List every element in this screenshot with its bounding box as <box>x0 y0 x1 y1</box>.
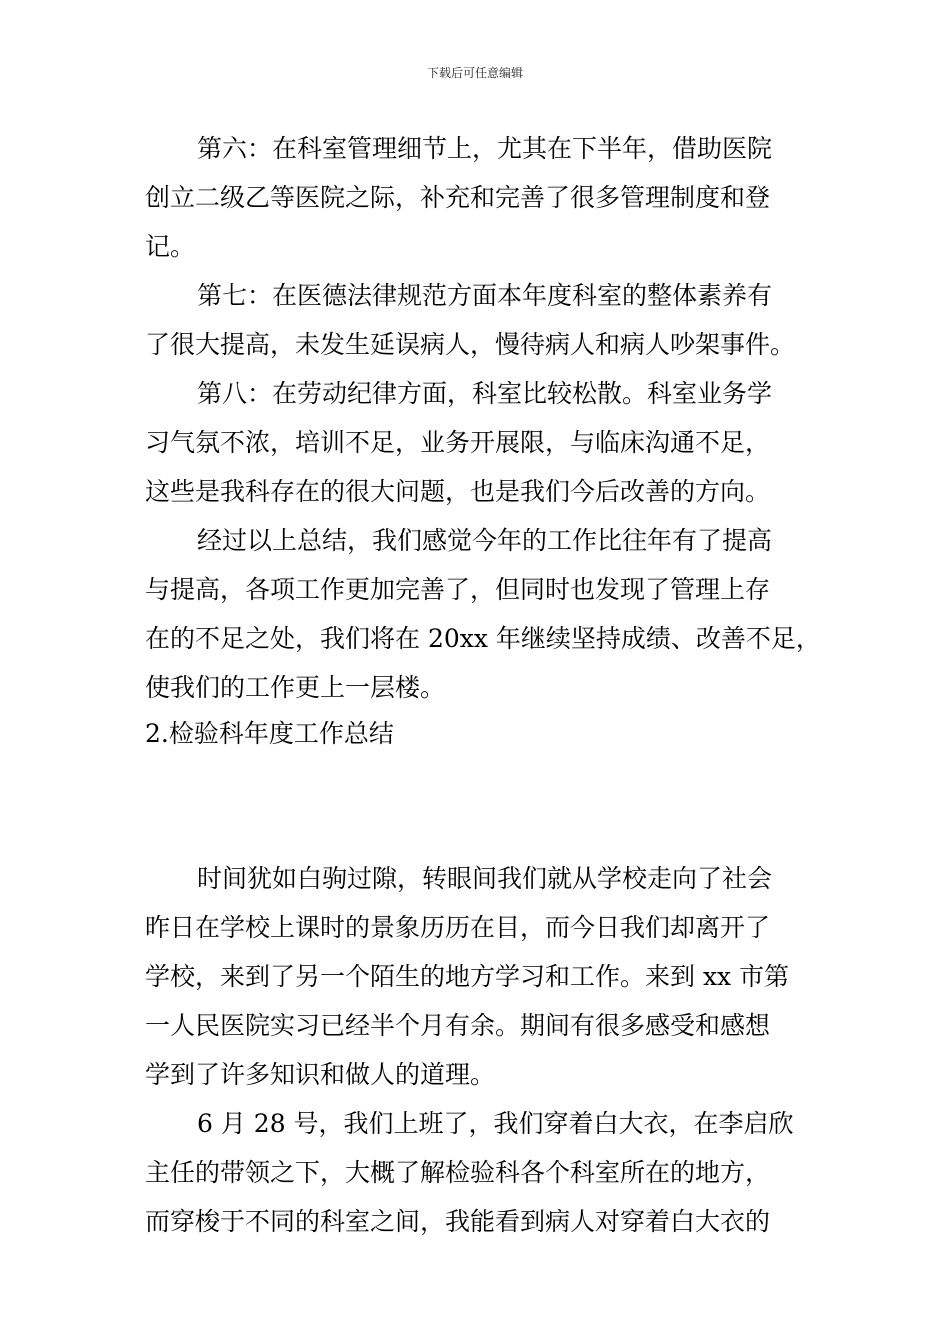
paragraph-line: 在的不足之处，我们将在 20xx 年继续坚持成绩、改善不足， <box>145 624 821 653</box>
paragraph-intro <box>145 854 815 1099</box>
paragraph-eighth <box>145 369 815 516</box>
document-body <box>145 124 821 1246</box>
paragraph-line: 学校，来到了另一个陌生的地方学习和工作。来到 xx 市第 <box>145 962 790 991</box>
paragraph-line: 第八：在劳动纪律方面，科室比较松散。科室业务学 <box>197 379 773 408</box>
paragraph-line: 一人民医院实习已经半个月有余。期间有很多感受和感想 <box>145 1011 771 1040</box>
paragraph-line: 6 月 28 号，我们上班了，我们穿着白大衣，在李启欣 <box>197 1109 794 1138</box>
paragraph-line: 学到了许多知识和做人的道理。 <box>145 1060 496 1089</box>
paragraph-line: 与提高，各项工作更加完善了，但同时也发现了管理上存 <box>145 575 771 604</box>
section-heading: 2.检验科年度工作总结 <box>145 719 394 748</box>
page-header: 下载后可任意编辑 <box>426 66 523 80</box>
paragraph-line: 时间犹如白驹过隙，转眼间我们就从学校走向了社会 <box>197 864 773 893</box>
paragraph-line: 昨日在学校上课时的景象历历在目，而今日我们却离开了 <box>145 913 771 942</box>
paragraph-line: 这些是我科存在的很大问题，也是我们今后改善的方向。 <box>145 477 771 506</box>
paragraph-june <box>145 1099 815 1246</box>
paragraph-line: 经过以上总结，我们感觉今年的工作比往年有了提高 <box>197 526 773 555</box>
paragraph-line: 了很大提高，未发生延误病人，慢待病人和病人吵架事件。 <box>145 330 796 359</box>
paragraph-line: 创立二级乙等医院之际，补充和完善了很多管理制度和登 <box>145 183 771 212</box>
paragraph-line: 第七：在医德法律规范方面本年度科室的整体素养有 <box>197 281 773 310</box>
paragraph-seventh <box>145 271 815 369</box>
section-spacer <box>145 756 815 854</box>
paragraph-line: 使我们的工作更上一层楼。 <box>145 673 446 702</box>
paragraph-line: 主任的带领之下，大概了解检验科各个科室所在的地方， <box>145 1158 771 1187</box>
paragraph-line: 习气氛不浓，培训不足，业务开展限，与临床沟通不足， <box>145 428 771 457</box>
paragraph-line: 而穿梭于不同的科室之间，我能看到病人对穿着白大衣的 <box>145 1207 771 1236</box>
paragraph-line: 记。 <box>145 232 196 261</box>
paragraph-line: 第六：在科室管理细节上，尤其在下半年，借助医院 <box>197 134 773 163</box>
paragraph-conclusion <box>145 516 821 712</box>
paragraph-sixth <box>145 124 815 271</box>
